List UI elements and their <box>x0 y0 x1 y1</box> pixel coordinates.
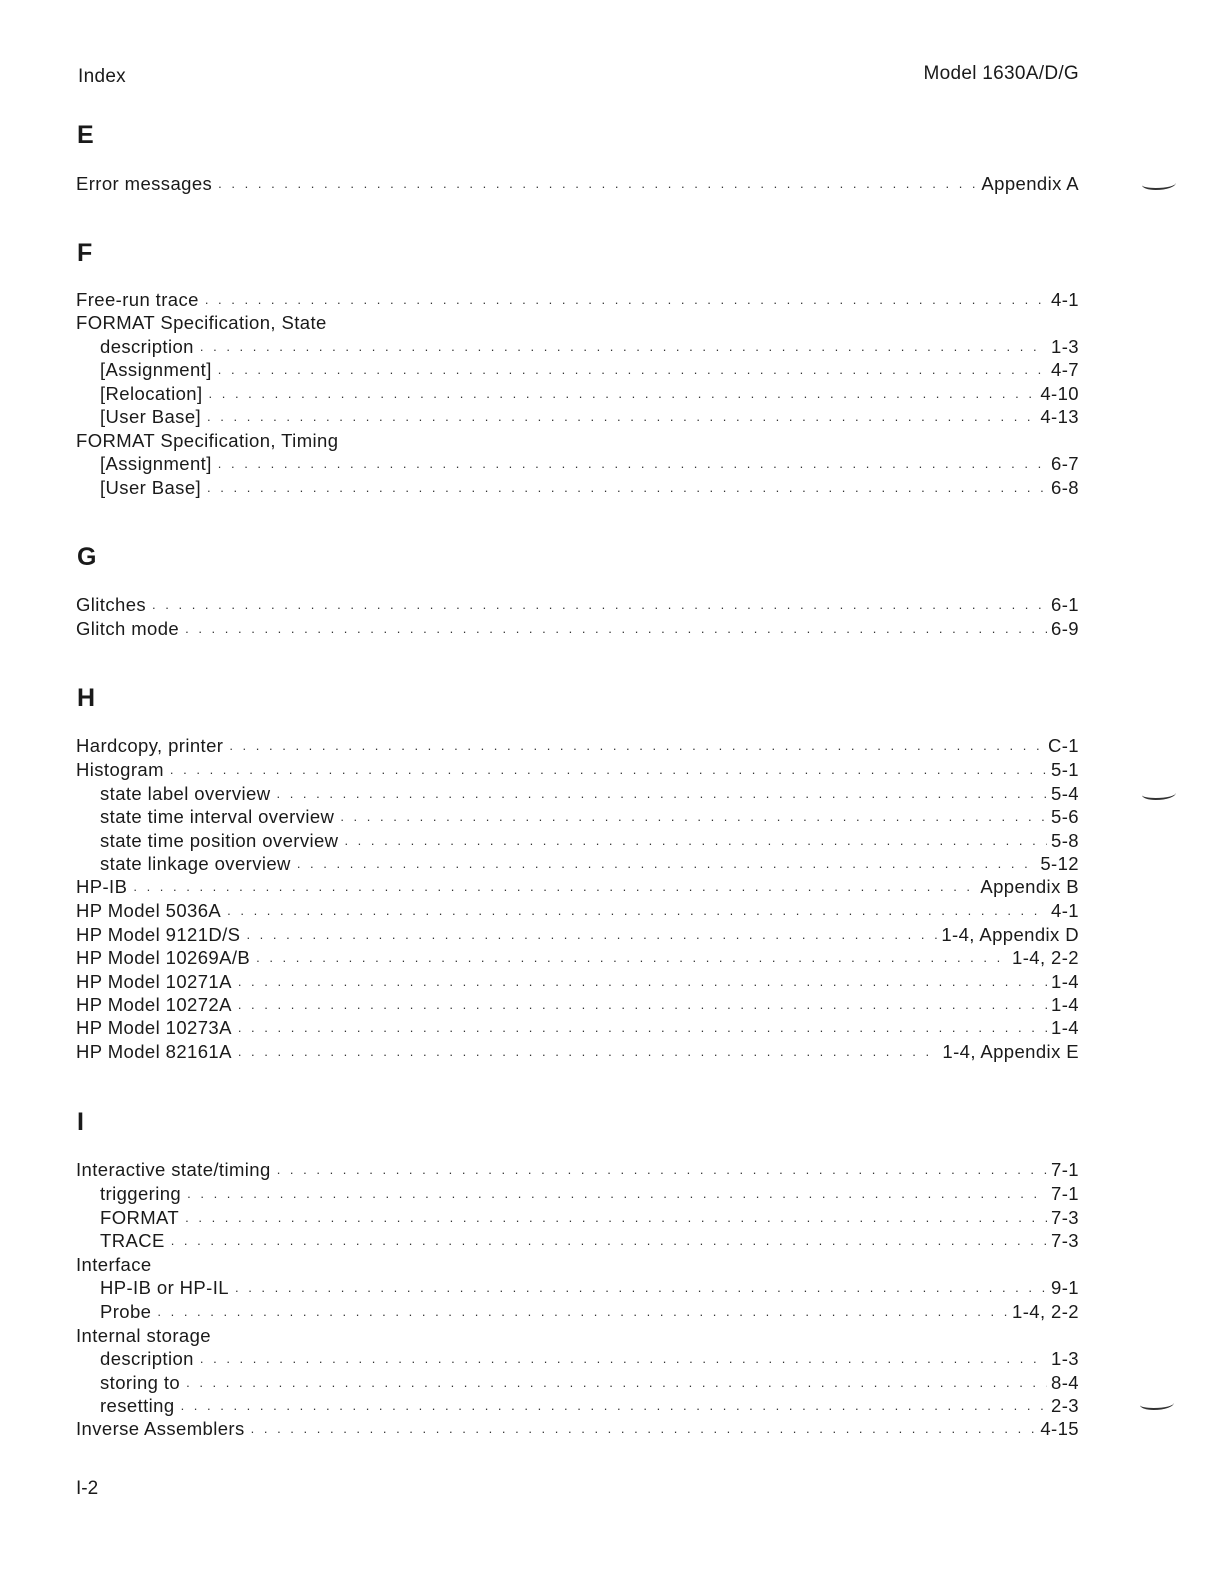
section-letter-h: H <box>77 684 96 712</box>
index-subentry <box>100 1276 1079 1299</box>
index-subentry <box>100 805 1079 828</box>
index-term: resetting <box>100 1395 175 1416</box>
index-heading-entry <box>76 429 1079 452</box>
index-subentry <box>100 1371 1079 1394</box>
dot-leader <box>246 923 937 946</box>
page-reference: C-1 <box>1047 735 1079 756</box>
page-reference: 6-8 <box>1051 477 1079 498</box>
index-entry <box>76 288 1079 311</box>
page-reference: 5-8 <box>1051 830 1079 851</box>
page-reference: 6-1 <box>1051 594 1079 615</box>
running-header-model: Model 1630A/D/G <box>923 63 1079 84</box>
page-reference: 1-4 <box>1051 994 1079 1015</box>
dot-leader <box>238 1016 1047 1039</box>
index-entry <box>76 593 1079 616</box>
index-entry <box>76 993 1079 1016</box>
index-subentry <box>100 476 1079 499</box>
dot-leader <box>185 1206 1047 1229</box>
page-reference: 1-4, 2-2 <box>1012 1301 1079 1322</box>
page-reference: 4-7 <box>1051 359 1079 380</box>
index-term: HP Model 5036A <box>76 900 222 921</box>
index-term: state linkage overview <box>100 853 291 874</box>
index-subentry <box>100 1206 1079 1229</box>
index-term: Histogram <box>76 759 164 780</box>
page-reference: 5-6 <box>1051 806 1079 827</box>
section-letter-f: F <box>77 239 93 267</box>
index-term: FORMAT <box>100 1207 180 1228</box>
page-reference: 9-1 <box>1051 1277 1079 1298</box>
index-subentry <box>100 1300 1079 1323</box>
index-term: Internal storage <box>76 1325 211 1346</box>
index-term: state time position overview <box>100 830 339 851</box>
dot-leader <box>340 805 1047 828</box>
index-subentry <box>100 782 1079 805</box>
index-entry <box>76 946 1079 969</box>
page-reference: 1-4, 2-2 <box>1012 947 1079 968</box>
dot-leader <box>181 1394 1047 1417</box>
dot-leader <box>256 946 1008 969</box>
index-subentry <box>100 358 1079 381</box>
page-reference: 1-3 <box>1051 1348 1079 1369</box>
page-reference: 6-7 <box>1051 453 1079 474</box>
dot-leader <box>200 1347 1047 1370</box>
index-term: HP Model 9121D/S <box>76 924 241 945</box>
page-reference: 1-4, Appendix D <box>941 924 1079 945</box>
page-reference: 8-4 <box>1051 1372 1079 1393</box>
page-reference: 4-1 <box>1051 900 1079 921</box>
page-reference: Appendix B <box>980 876 1079 897</box>
page-reference: 4-10 <box>1040 383 1079 404</box>
index-term: [Relocation] <box>100 383 203 404</box>
dot-leader <box>218 452 1047 475</box>
index-term: triggering <box>100 1183 182 1204</box>
dot-leader <box>207 405 1036 428</box>
index-term: [User Base] <box>100 406 202 427</box>
index-subentry <box>100 852 1079 875</box>
page-reference: Appendix A <box>981 173 1079 194</box>
page-reference: 2-3 <box>1051 1395 1079 1416</box>
index-term: Error messages <box>76 173 213 194</box>
margin-mark <box>1140 1398 1174 1410</box>
index-subentry <box>100 452 1079 475</box>
dot-leader <box>277 1158 1047 1181</box>
index-term: Free-run trace <box>76 289 199 310</box>
page-reference: 4-15 <box>1040 1418 1079 1439</box>
index-term: Hardcopy, printer <box>76 735 224 756</box>
index-entry <box>76 970 1079 993</box>
page-reference: 6-9 <box>1051 618 1079 639</box>
index-entry <box>76 758 1079 781</box>
dot-leader <box>235 1276 1047 1299</box>
index-entry <box>76 875 1079 898</box>
dot-leader <box>218 172 977 195</box>
index-entry <box>76 734 1079 757</box>
index-term: description <box>100 1348 194 1369</box>
page-reference: 4-13 <box>1040 406 1079 427</box>
index-term: HP Model 10271A <box>76 971 232 992</box>
page-reference: 5-4 <box>1051 783 1079 804</box>
index-term: HP Model 82161A <box>76 1041 232 1062</box>
index-term: Probe <box>100 1301 152 1322</box>
index-term: state label overview <box>100 783 271 804</box>
dot-leader <box>185 617 1047 640</box>
page-reference: 1-3 <box>1051 336 1079 357</box>
index-term: Glitches <box>76 594 147 615</box>
page-reference: 7-1 <box>1051 1183 1079 1204</box>
index-subentry <box>100 405 1079 428</box>
index-term: HP-IB or HP-IL <box>100 1277 229 1298</box>
index-heading-entry <box>76 311 1079 334</box>
index-term: description <box>100 336 194 357</box>
index-entry <box>76 1417 1079 1440</box>
dot-leader <box>344 829 1047 852</box>
index-term: state time interval overview <box>100 806 335 827</box>
dot-leader <box>170 758 1047 781</box>
section-letter-i: I <box>77 1108 84 1136</box>
index-subentry <box>100 1347 1079 1370</box>
index-term: Inverse Assemblers <box>76 1418 245 1439</box>
index-term: HP-IB <box>76 876 128 897</box>
page-reference: 1-4 <box>1051 971 1079 992</box>
index-entry <box>76 1040 1079 1063</box>
dot-leader <box>227 899 1047 922</box>
dot-leader <box>251 1417 1037 1440</box>
index-term: Glitch mode <box>76 618 180 639</box>
index-subentry <box>100 1182 1079 1205</box>
index-term: HP Model 10273A <box>76 1017 232 1038</box>
section-letter-g: G <box>77 543 97 571</box>
dot-leader <box>238 970 1047 993</box>
dot-leader <box>297 852 1037 875</box>
dot-leader <box>200 335 1047 358</box>
index-subentry <box>100 382 1079 405</box>
index-entry <box>76 1016 1079 1039</box>
margin-mark <box>1142 788 1176 800</box>
index-term: FORMAT Specification, Timing <box>76 430 339 451</box>
margin-mark <box>1142 178 1176 190</box>
dot-leader <box>171 1229 1047 1252</box>
index-entry <box>76 1158 1079 1181</box>
page-reference: 7-3 <box>1051 1230 1079 1251</box>
dot-leader <box>218 358 1047 381</box>
index-term: HP Model 10272A <box>76 994 232 1015</box>
page-reference: 5-12 <box>1040 853 1079 874</box>
index-term: Interface <box>76 1254 152 1275</box>
page-reference: 7-1 <box>1051 1159 1079 1180</box>
page-reference: 1-4 <box>1051 1017 1079 1038</box>
index-heading-entry <box>76 1253 1079 1276</box>
index-term: storing to <box>100 1372 181 1393</box>
page-reference: 7-3 <box>1051 1207 1079 1228</box>
dot-leader <box>209 382 1037 405</box>
index-term: FORMAT Specification, State <box>76 312 327 333</box>
index-term: [Assignment] <box>100 359 212 380</box>
index-term: HP Model 10269A/B <box>76 947 251 968</box>
dot-leader <box>133 875 976 898</box>
index-term: [User Base] <box>100 477 202 498</box>
dot-leader <box>207 476 1047 499</box>
dot-leader <box>187 1182 1047 1205</box>
dot-leader <box>238 1040 939 1063</box>
index-entry <box>76 172 1079 195</box>
index-heading-entry <box>76 1324 1079 1347</box>
index-term: [Assignment] <box>100 453 212 474</box>
page-reference: 1-4, Appendix E <box>942 1041 1079 1062</box>
index-entry <box>76 617 1079 640</box>
index-entry <box>76 923 1079 946</box>
index-subentry <box>100 335 1079 358</box>
page-number: I-2 <box>76 1478 99 1499</box>
index-subentry <box>100 1394 1079 1417</box>
dot-leader <box>186 1371 1047 1394</box>
page-reference: 5-1 <box>1051 759 1079 780</box>
index-subentry <box>100 1229 1079 1252</box>
dot-leader <box>238 993 1047 1016</box>
index-term: TRACE <box>100 1230 165 1251</box>
index-subentry <box>100 829 1079 852</box>
dot-leader <box>152 593 1047 616</box>
index-entry <box>76 899 1079 922</box>
dot-leader <box>205 288 1047 311</box>
index-term: Interactive state/timing <box>76 1159 271 1180</box>
running-header-section: Index <box>78 66 126 87</box>
section-letter-e: E <box>77 121 94 149</box>
page-reference: 4-1 <box>1051 289 1079 310</box>
dot-leader <box>157 1300 1008 1323</box>
dot-leader <box>229 734 1044 757</box>
dot-leader <box>276 782 1047 805</box>
